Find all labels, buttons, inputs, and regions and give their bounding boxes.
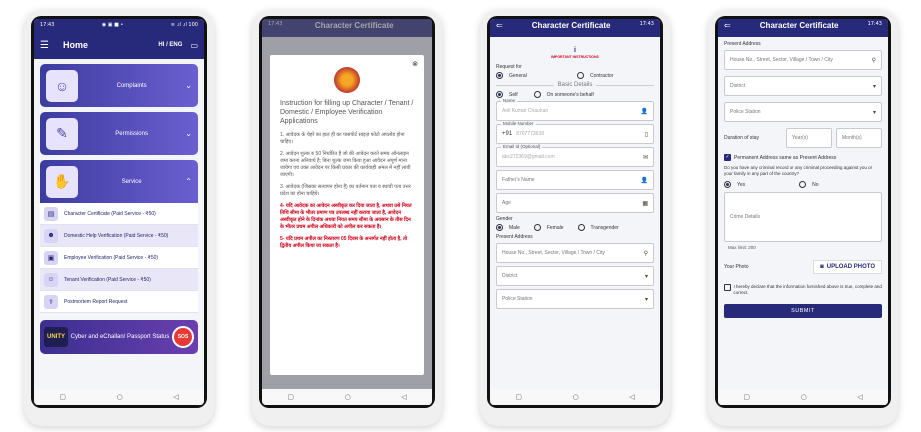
list-item[interactable] — [40, 269, 198, 291]
police-station-select[interactable] — [496, 289, 654, 309]
submit-button[interactable]: SUBMIT — [724, 304, 882, 318]
declaration-text: I hereby declare that the information furnished above is true, complete and correct. — [733, 284, 882, 295]
present-address-label: Present Address — [496, 234, 533, 240]
list-item-label: Domestic Help Verification (Paid Service - ₹50) — [64, 232, 169, 239]
sos-button[interactable]: SOS — [172, 326, 194, 348]
phone-home — [24, 10, 214, 426]
name-field[interactable] — [496, 98, 654, 121]
home-icon[interactable]: ○ — [344, 393, 351, 401]
complaints-card[interactable] — [40, 64, 198, 107]
camera-icon: ◙ — [820, 264, 824, 270]
section-title: Basic Details — [557, 82, 593, 88]
basic-details-header — [496, 82, 654, 88]
list-item-label: Character Certificate (Paid Service - ₹50) — [64, 210, 156, 217]
list-item-label: Postmortem Report Request — [64, 298, 128, 305]
phone-instructions — [252, 10, 442, 426]
location-pin-icon: ⚲ — [871, 56, 876, 64]
application-form — [490, 37, 660, 316]
close-icon[interactable]: ⊗ — [412, 61, 418, 68]
cyber-banner[interactable] — [40, 320, 198, 354]
no-radio[interactable] — [799, 181, 806, 188]
unity-logo: UNITY — [44, 327, 68, 347]
male-radio[interactable] — [496, 224, 503, 231]
service-illustration-icon: ✋ — [46, 166, 78, 198]
back-icon[interactable]: ◁ — [629, 393, 635, 401]
instruction-2: 2. आवेदन शुल्क रु 50 निर्धारित है जो की आवेदन करते समय ऑनलाइन जमा करना अनिवार्य है; बिना शुल्क जमा किया हुआ आवेदन अपूर्ण माना जायेगा एवं उक्त आवेदन पर किसी प्रकार की कार्यवाही अमल में नहीं लायी जाएगी। — [280, 151, 411, 178]
instructions-modal — [270, 55, 424, 375]
back-arrow-icon[interactable]: ⇐ — [724, 21, 731, 30]
permissions-card[interactable] — [40, 112, 198, 155]
age-field[interactable] — [496, 193, 654, 213]
signal-icons: ≋ .ıl .ıl 100 — [170, 22, 198, 28]
female-label: Female — [546, 224, 564, 231]
upload-photo-button[interactable] — [813, 260, 882, 274]
phone-bezel — [715, 16, 891, 408]
home-icon[interactable]: ○ — [572, 393, 579, 401]
status-time: 17:43 — [40, 22, 55, 28]
contractor-label: Contractor — [590, 72, 614, 79]
months-placeholder: Month(s) — [842, 135, 862, 141]
back-icon[interactable]: ◁ — [173, 393, 179, 401]
mobile-value: 8707773638 — [516, 131, 544, 137]
transgender-label: Transgender — [590, 224, 619, 231]
address-field[interactable] — [496, 243, 654, 263]
status-icons: ◉ ▣ ■ • — [101, 22, 124, 28]
crime-placeholder: Crime Details — [730, 214, 761, 220]
police-placeholder: Police Station — [730, 109, 761, 115]
list-item[interactable] — [40, 291, 198, 313]
home-icon[interactable]: ○ — [116, 393, 123, 401]
instruction-4: 4- यदि आवेदक का आवेदन अस्वीकृत कर दिया जाता है, अथवा उसे नियत तिथि सीमा के भीतर प्रमाण पत्र उपलब्ध नहीं कराया जाता है, आवेदन अस्वीकृत होने के दिनांक अथवा नियत समय सीमा के अवसान के तीस दिन के भीतर प्रथम अपील अधिकारी को अपील कर सकता है। — [280, 203, 412, 230]
home-screen — [34, 19, 204, 405]
max-limit: Max limit: 200 — [728, 245, 756, 250]
recent-apps-icon[interactable]: ▢ — [59, 393, 66, 401]
chevron-down-icon[interactable]: ⌄ — [185, 81, 192, 90]
gender-group — [496, 224, 654, 231]
system-nav — [718, 389, 888, 405]
person-icon: 👤 — [640, 176, 648, 184]
form-screen-top — [490, 19, 660, 405]
complaints-illustration-icon: ☺ — [46, 70, 78, 102]
banner-text: Cyber and eChallan/ Passport Status — [70, 333, 170, 340]
instruction-1: 1. आवेदक के चेहरे का हाल ही का पासपोर्ट साइज़ फोटो अपलोड होना चाहिए। — [280, 132, 405, 145]
home-icon[interactable]: ○ — [800, 393, 807, 401]
status-bar — [490, 19, 660, 37]
recent-apps-icon[interactable]: ▢ — [743, 393, 750, 401]
chevron-down-icon[interactable]: ⌄ — [185, 129, 192, 138]
yes-label: Yes — [737, 181, 746, 188]
card-label: Service — [121, 178, 142, 185]
info-icon: i — [574, 47, 576, 54]
photo-label: Your Photo — [724, 264, 749, 270]
service-card[interactable] — [40, 160, 198, 203]
employee-icon: ▣ — [44, 251, 58, 265]
application-form — [718, 37, 888, 322]
years-placeholder: Year(s) — [792, 135, 808, 141]
behalf-radio[interactable] — [534, 91, 541, 98]
important-instructions-link[interactable] — [496, 47, 654, 60]
service-list — [40, 203, 198, 313]
phone-form-bottom — [708, 10, 898, 426]
duration-row — [724, 128, 882, 148]
system-nav — [490, 389, 660, 405]
status-bar — [34, 19, 204, 31]
applicant-type-group — [496, 91, 654, 98]
no-label: No — [812, 181, 819, 188]
list-item-label: Employee Verification (Paid Service - ₹50) — [64, 254, 159, 261]
system-nav — [262, 389, 432, 405]
permissions-illustration-icon: ✎ — [46, 118, 78, 150]
perm-same-label: Permanent Address same as Present Address — [734, 154, 837, 161]
contractor-radio[interactable] — [577, 72, 584, 79]
language-toggle[interactable]: HI / ENG — [158, 42, 183, 48]
district-select[interactable] — [724, 76, 882, 96]
screen-title: Character Certificate — [759, 21, 839, 30]
list-item-label: Tenant Verification (Paid Service - ₹50) — [64, 276, 151, 283]
district-select[interactable] — [496, 266, 654, 286]
general-label: General — [509, 72, 527, 79]
recent-apps-icon[interactable]: ▢ — [515, 393, 522, 401]
phone-icon: ▯ — [644, 130, 648, 138]
district-placeholder: District — [502, 273, 518, 279]
dropdown-arrow-icon: ▾ — [644, 272, 648, 280]
address-placeholder: House No., Street, Sector, Village / Town / City — [502, 250, 605, 256]
chat-icon[interactable]: ▭ — [190, 40, 198, 50]
modal-heading: Instruction for filling up Character / Tenant / Domestic / Employee Verification Applications — [280, 100, 414, 125]
years-field[interactable] — [786, 128, 832, 148]
dropdown-arrow-icon: ▾ — [644, 295, 648, 303]
instruction-5: 5- यदि प्रथम अपील का निस्तारण 05 दिवस के अन्तर्गत नहीं होता है, तो द्वितीय अपील किया जा सकता है। — [280, 236, 408, 249]
email-field[interactable] — [496, 144, 654, 167]
address-placeholder: House No., Street, Sector, Village / Town / City — [730, 57, 833, 63]
list-item[interactable] — [40, 225, 198, 247]
system-nav — [34, 389, 204, 405]
name-value: Anil Kumar Chauhan — [502, 108, 549, 114]
photo-row — [724, 260, 882, 274]
declaration-checkbox[interactable] — [724, 284, 731, 291]
status-time: 17:43 — [639, 21, 654, 27]
screen-title: Character Certificate — [531, 21, 611, 30]
months-field[interactable] — [836, 128, 882, 148]
declaration-row — [724, 284, 882, 296]
home-appbar — [34, 31, 204, 59]
card-label: Complaints — [116, 82, 147, 89]
mobile-field[interactable] — [496, 121, 654, 144]
district-placeholder: District — [730, 83, 746, 89]
crime-details-textarea[interactable] — [724, 192, 882, 242]
request-for-label: Request for — [496, 64, 522, 70]
status-time: 17:43 — [867, 21, 882, 27]
female-radio[interactable] — [534, 224, 541, 231]
duration-label: Duration of stay — [724, 135, 760, 141]
transgender-radio[interactable] — [578, 224, 585, 231]
email-label: Email Id (Optional) — [503, 144, 541, 149]
dropdown-arrow-icon: ▾ — [872, 82, 876, 90]
card-label: Permissions — [115, 130, 148, 137]
police-placeholder: Police Station — [502, 296, 533, 302]
gender-label: Gender — [496, 216, 513, 222]
upload-label: UPLOAD PHOTO — [826, 264, 875, 270]
back-icon[interactable]: ◁ — [401, 393, 407, 401]
request-type-group — [496, 72, 654, 79]
behalf-label: On someone's behalf — [546, 91, 594, 98]
phone-form-top — [480, 10, 670, 426]
form-screen-bottom — [718, 19, 888, 405]
present-address-label: Present Address — [724, 41, 761, 47]
list-item[interactable] — [40, 247, 198, 269]
important-label: IMPORTANT INSTRUCTIONS — [551, 55, 599, 59]
back-arrow-icon[interactable]: ⇐ — [496, 21, 503, 30]
phone-bezel — [31, 16, 207, 408]
father-placeholder: Father's Name — [502, 177, 535, 183]
recent-apps-icon[interactable]: ▢ — [287, 393, 294, 401]
dropdown-arrow-icon: ▾ — [872, 108, 876, 116]
police-station-select[interactable] — [724, 102, 882, 122]
person-icon: 👤 — [640, 107, 648, 115]
certificate-icon: ▤ — [44, 207, 58, 221]
self-radio[interactable] — [496, 91, 503, 98]
tenant-icon: ☺ — [44, 273, 58, 287]
phone-bezel — [487, 16, 663, 408]
up-police-emblem-icon — [334, 67, 360, 93]
instructions-screen — [262, 19, 432, 405]
criminal-record-group — [724, 181, 882, 188]
email-value: abc272369@gmail.com — [502, 154, 555, 160]
page-title: Home — [62, 40, 88, 50]
yes-radio[interactable] — [724, 181, 731, 188]
criminal-question: Do you have any criminal record or any criminal proceeding against you or your family in any part of the country? — [724, 165, 873, 176]
age-placeholder: Age — [502, 200, 511, 206]
phone-bezel — [259, 16, 435, 408]
postmortem-icon: ⚕ — [44, 295, 58, 309]
perm-same-row — [724, 154, 882, 161]
domestic-help-icon: ☻ — [44, 229, 58, 243]
chevron-up-icon[interactable]: ⌃ — [185, 177, 192, 186]
mail-icon: ✉ — [642, 153, 648, 161]
mobile-label: Mobile Number — [503, 121, 534, 126]
country-code: +91 — [502, 131, 513, 137]
male-label: Male — [509, 224, 520, 231]
instruction-3: 3. आवेदक (जिसका सत्यापन होना है) का वर्तमान पता व स्थायी पता उत्तर प्रदेश का होना चाहिये। — [280, 184, 411, 197]
general-radio[interactable] — [496, 72, 503, 79]
menu-icon[interactable]: ☰ — [40, 39, 49, 51]
status-bar — [718, 19, 888, 37]
list-item[interactable] — [40, 203, 198, 225]
address-field[interactable] — [724, 50, 882, 70]
self-label: Self — [509, 91, 518, 98]
father-name-field[interactable] — [496, 170, 654, 190]
name-label: Name — [503, 98, 516, 103]
calendar-icon: ▦ — [642, 199, 648, 207]
back-icon[interactable]: ◁ — [857, 393, 863, 401]
perm-same-checkbox[interactable]: ✓ — [725, 154, 730, 160]
location-pin-icon: ⚲ — [643, 249, 648, 257]
